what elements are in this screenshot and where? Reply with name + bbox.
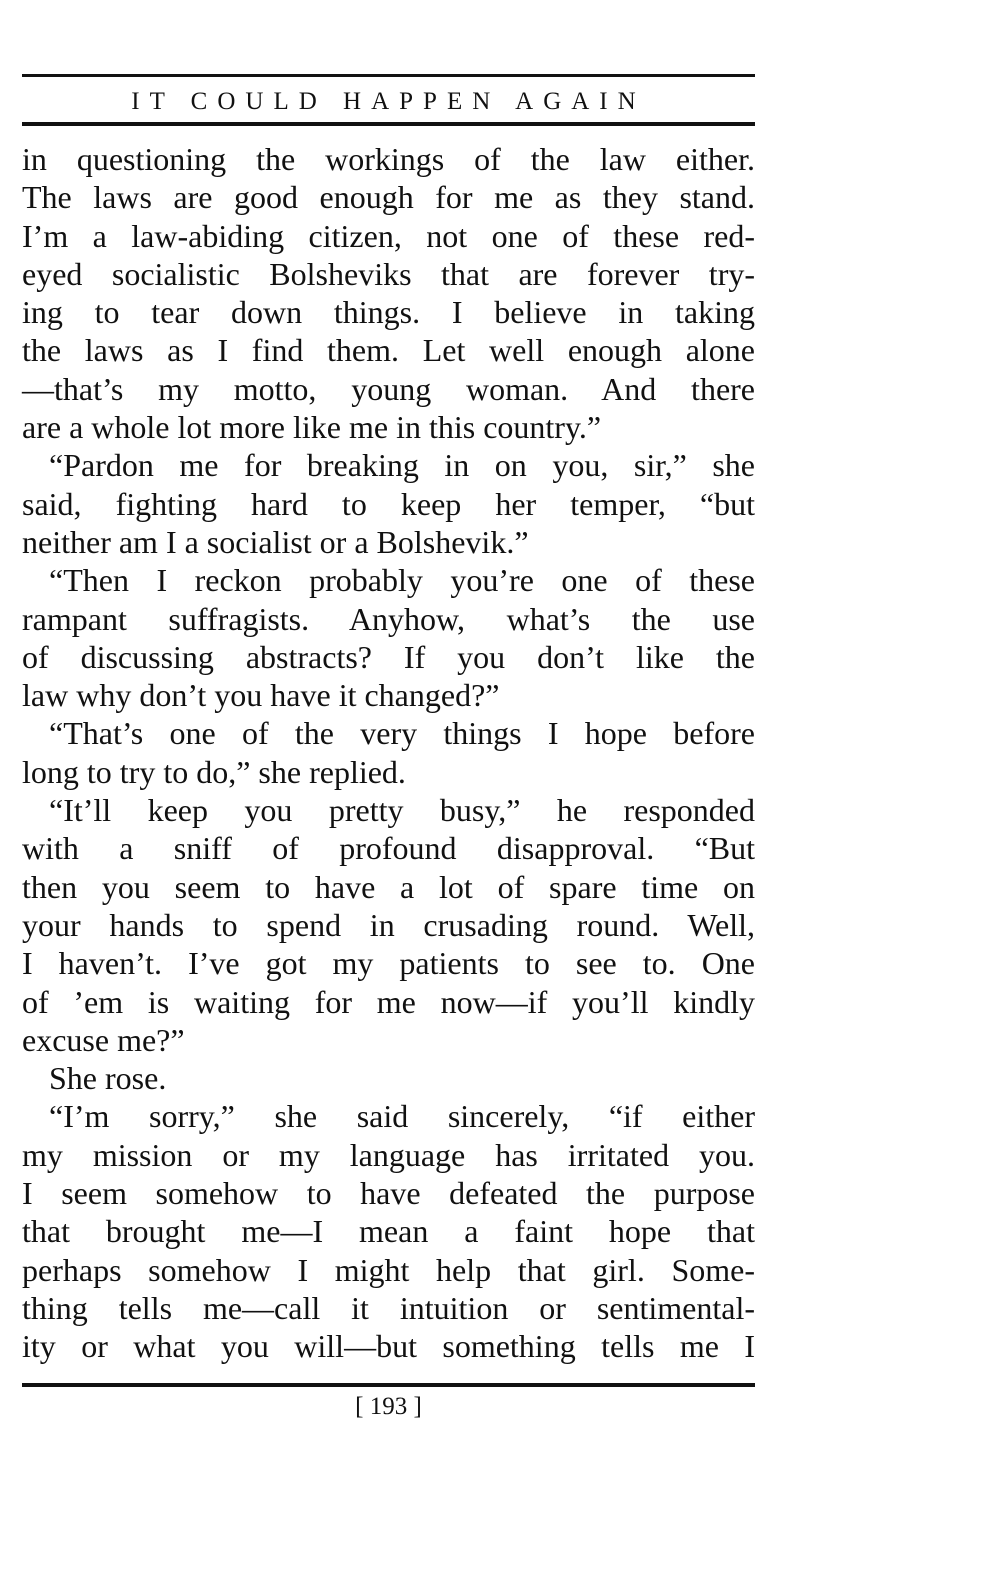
text-line: law why don’t you have it changed?”: [22, 677, 500, 714]
text-line: “Then I reckon probably you’re one of these: [49, 562, 755, 599]
text-line: eyed socialistic Bolsheviks that are forever try-: [22, 255, 755, 292]
text-line: I’m a law-abiding citizen, not one of these red-: [22, 217, 755, 254]
text-line: neither am I a socialist or a Bolshevik.”: [22, 523, 529, 560]
text-line: are a whole lot more like me in this country.”: [22, 409, 602, 446]
running-head: IT COULD HAPPEN AGAIN: [131, 88, 646, 115]
footer-rule: [22, 1383, 755, 1387]
text-line: “Pardon me for breaking in on you, sir,” she: [49, 447, 755, 484]
text-line: the laws as I find them. Let well enough alone: [22, 332, 755, 369]
text-line: excuse me?”: [22, 1021, 185, 1058]
text-line: in questioning the workings of the law either.: [22, 141, 755, 177]
text-line: that brought me—I mean a faint hope that: [22, 1213, 755, 1250]
text-line: I seem somehow to have defeated the purpose: [22, 1175, 755, 1212]
text-line: your hands to spend in crusading round. Well,: [22, 906, 755, 943]
text-line: I haven’t. I’ve got my patients to see to. One: [22, 945, 755, 982]
text-line: thing tells me—call it intuition or sentimental-: [22, 1289, 755, 1326]
text-line: “I’m sorry,” she said sincerely, “if either: [49, 1098, 755, 1135]
header-rule-top: [22, 74, 755, 77]
page-number: [ 193 ]: [355, 1393, 422, 1420]
text-line: of discussing abstracts? If you don’t like the: [22, 638, 755, 675]
text-line: long to try to do,” she replied.: [22, 753, 406, 790]
text-line: perhaps somehow I might help that girl. Some-: [22, 1251, 755, 1288]
text-line: The laws are good enough for me as they stand.: [22, 179, 755, 216]
text-line: She rose.: [49, 1060, 167, 1097]
text-line: ity or what you will—but something tells me I: [22, 1328, 755, 1365]
text-line: rampant suffragists. Anyhow, what’s the use: [22, 600, 755, 637]
header-rule-bottom: [22, 122, 755, 126]
text-line: said, fighting hard to keep her temper, “but: [22, 485, 755, 522]
text-line: “It’ll keep you pretty busy,” he responded: [49, 792, 755, 829]
text-line: with a sniff of profound disapproval. “But: [22, 830, 755, 867]
text-line: then you seem to have a lot of spare time on: [22, 868, 755, 905]
text-line: of ’em is waiting for me now—if you’ll kindly: [22, 983, 755, 1020]
text-line: “That’s one of the very things I hope before: [49, 715, 755, 752]
body-text: [22, 140, 755, 1366]
text-line: —that’s my motto, young woman. And there: [22, 370, 755, 407]
text-line: ing to tear down things. I believe in taking: [22, 294, 755, 331]
text-line: my mission or my language has irritated you.: [22, 1136, 755, 1173]
